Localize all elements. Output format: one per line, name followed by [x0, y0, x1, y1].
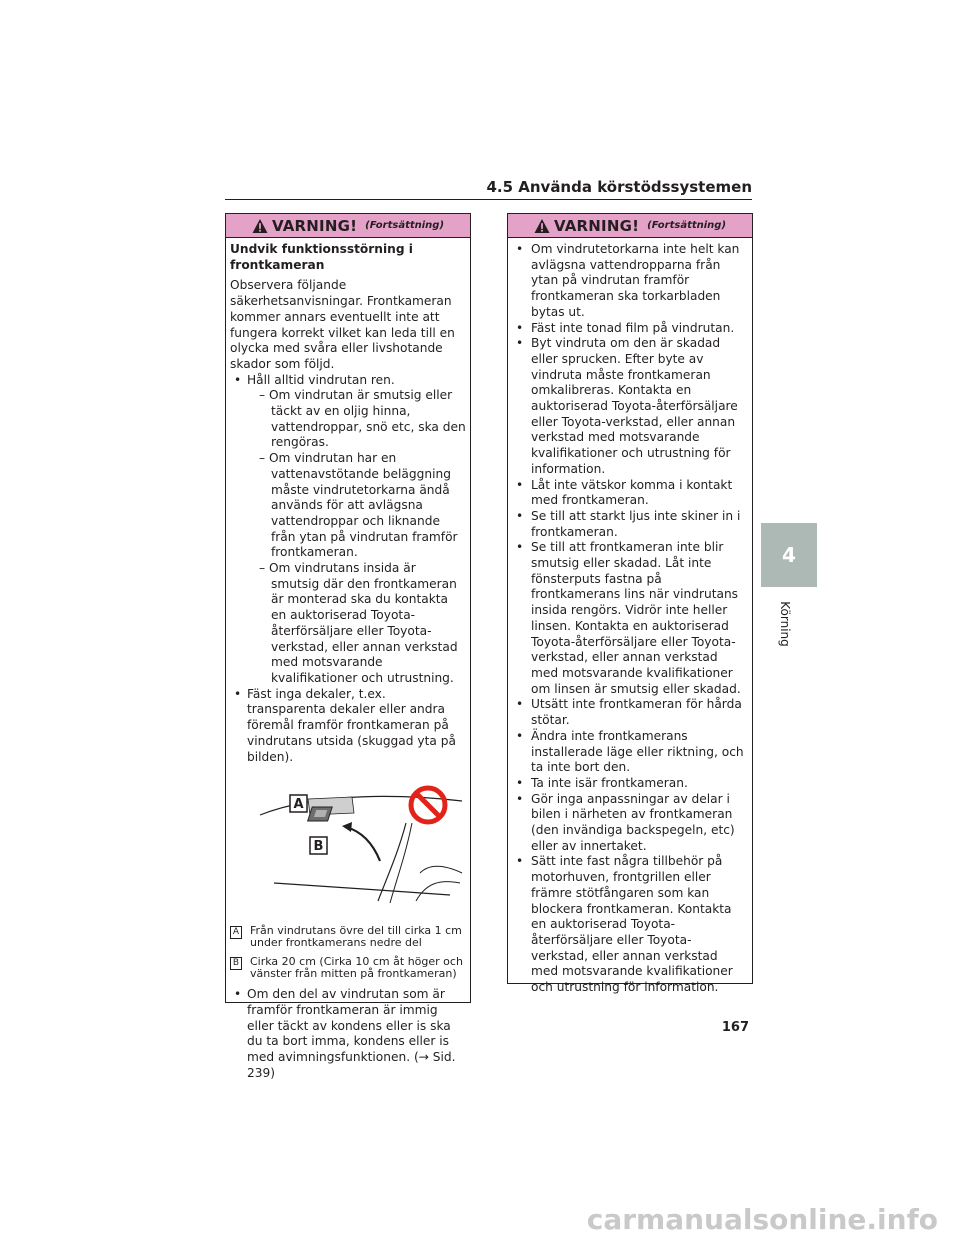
warning-title: VARNING!: [553, 216, 640, 235]
warning-title: VARNING!: [271, 216, 358, 235]
figure-label-a: A: [293, 797, 304, 813]
header-rule: [225, 199, 752, 200]
figure-label-b: B: [313, 839, 324, 855]
watermark: carmanualsonline.info: [586, 1203, 938, 1236]
list-item: • Se till att frontkameran inte blir smutsig eller skadad. Låt inte fönsterputs fastna på frontkamerans lins när vindrutans insida rengörs. Vidrör inte heller linsen. Kontakta en auktoriserad Toyota-återförsäljare eller Toyota-verkstad, eller annan verkstad med motsvarande kvalifikationer om linsen är smutsig eller skadad.: [516, 540, 741, 696]
list-item: • Om den del av vindrutan som är framför frontkameran är immig eller täckt av kondens eller is ska du ta bort imma, kondens eller is med avimningsfunktionen. (→ Sid. 239): [234, 987, 456, 1080]
windshield-illustration: [230, 783, 466, 913]
list-item: • Gör inga anpassningar av delar i bilen i närheten av frontkameran (den invändiga backspegeln, etc) eller av innertaket.: [516, 791, 735, 853]
legend-row: [230, 925, 466, 949]
list-item: • Ta inte isär frontkameran.: [516, 775, 688, 790]
list-item: • Fäst inte tonad film på vindrutan.: [516, 320, 735, 335]
warning-heading: Undvik funktionsstörning i frontkameran: [230, 242, 413, 272]
chapter-label: Körning: [777, 601, 792, 647]
page-number: 167: [721, 1020, 749, 1035]
section-title: 4.5 Använda körstödssystemen: [486, 178, 752, 196]
warning-header: [508, 214, 752, 238]
list-item: • Fäst inga dekaler, t.ex. transparenta dekaler eller andra föremål framför frontkameran på vindrutans utsida (skuggad yta på bilden).: [234, 686, 456, 764]
list-item: – Om vindrutan är smutsig eller täckt av en oljig hinna, vattendroppar, snö etc, ska den rengöras.: [259, 388, 466, 450]
legend-key-b: B: [230, 957, 242, 970]
list-item: • Ändra inte frontkamerans installerade läge eller riktning, och ta inte bort den.: [516, 728, 744, 775]
list-item: • Byt vindruta om den är skadad eller sprucken. Efter byte av vindruta måste frontkameran omkalibreras. Kontakta en auktoriserad Toyota-återförsäljare eller Toyota-verkstad, eller annan verkstad med motsvarande kvalifikationer och utrustning för information.: [516, 336, 738, 476]
list-item: • Om vindrutetorkarna inte helt kan avlägsna vattendropparna från ytan på vindrutan framför frontkameran ska torkarbladen bytas ut.: [516, 242, 740, 319]
warning-triangle-icon: [534, 218, 550, 234]
chapter-tab[interactable]: 4: [761, 523, 817, 587]
list-item: – Om vindrutans insida är smutsig där den frontkameran är monterad ska du kontakta en auktoriserad Toyota-återförsäljare eller Toyota-verkstad, eller annan verkstad med motsvarande kvalifikationer och utrustning.: [259, 561, 458, 685]
list-item: • Sätt inte fast några tillbehör på motorhuven, frontgrillen eller främre stötfångaren som kan blockera frontkameran. Kontakta en auktoriserad Toyota-återförsäljare eller Toyota-verkstad, eller annan verkstad med motsvarande kvalifikationer och utrustning för information.: [516, 854, 733, 995]
warning-continued: (Fortsättning): [647, 220, 727, 231]
warning-box-left: [225, 213, 471, 1080]
list-item: • Håll alltid vindrutan ren. – Om vindrutan är smutsig eller täckt av en oljig hinna, vattendroppar, snö etc, ska den rengöras. – Om vindrutan har en vattenavstötande beläggning måste vindrutetorkarna ändå används för att avlägsna vattendroppar och liknande från ytan på vindrutan framför frontkameran. – Om vindrutans insida är smutsig där den frontkameran är monterad ska du kontakta en auktoriserad Toyota-återförsäljare eller Toyota-verkstad, eller annan verkstad med motsvarande kvalifikationer och utrustning.: [234, 372, 466, 685]
list-item: – Om vindrutan har en vattenavstötande beläggning måste vindrutetorkarna ändå används för att avlägsna vattendroppar och liknande från ytan på vindrutan framför frontkameran.: [259, 451, 458, 560]
warning-intro: Observera följande säkerhetsanvisningar. Frontkameran kommer annars eventuellt inte att fungera korrekt vilket kan leda till en olycka med svåra eller livshotande skador som följd.: [230, 278, 455, 371]
legend-text-b: Cirka 20 cm (Cirka 10 cm åt höger och vänster från mitten på frontkameran): [250, 955, 463, 981]
warning-header: [226, 214, 470, 238]
warning-box-right: [507, 213, 753, 995]
list-item: • Utsätt inte frontkameran för hårda stötar.: [516, 697, 742, 728]
legend-text-a: Från vindrutans övre del till cirka 1 cm under frontkamerans nedre del: [250, 924, 462, 950]
list-item: • Se till att starkt ljus inte skiner in i frontkameran.: [516, 508, 741, 539]
warning-triangle-icon: [252, 218, 268, 234]
list-item: • Låt inte vätskor komma i kontakt med frontkameran.: [516, 477, 733, 508]
warning-continued: (Fortsättning): [365, 220, 445, 231]
legend-row: [230, 956, 466, 980]
legend-key-a: A: [230, 926, 242, 939]
prohibition-icon: [411, 788, 445, 822]
